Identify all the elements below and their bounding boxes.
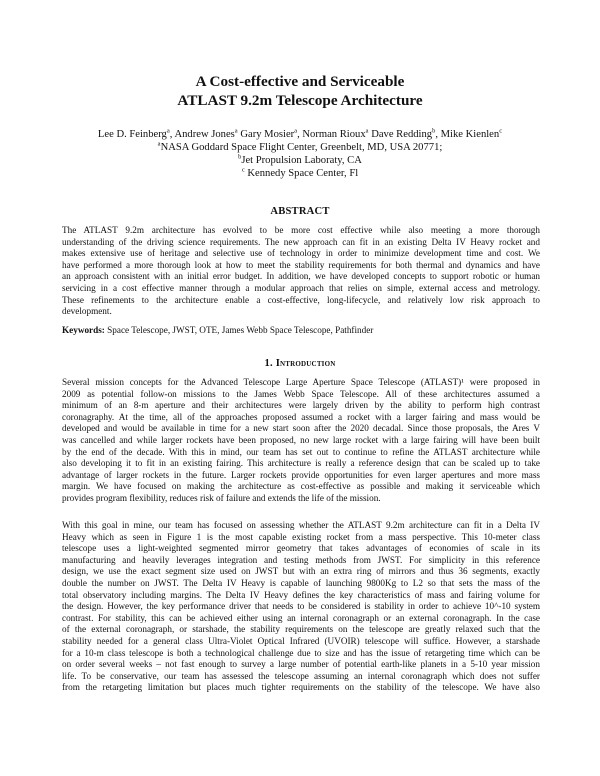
paragraph-line: design, we use the exact segment size used on JWST but with an extra ring of mirrors and thus 36 segments, exactly	[62, 566, 540, 577]
author-name: Mike Kienlen	[440, 129, 500, 140]
paragraph-line: on order several weeks – not fast enough to survey a large number of potential earth-like planets in a 5-10 year mission	[62, 659, 540, 670]
paragraph-line: also developing it to fit in an existing fairing. This architecture is really a reference design that can be scaled up to take	[62, 458, 540, 469]
keywords-label: Keywords:	[62, 325, 105, 335]
section-heading-introduction	[0, 358, 600, 369]
section-number: 1.	[264, 358, 273, 369]
intro-paragraph-1	[62, 377, 540, 505]
paragraph-line: 2009 as potential follow-on missions to the James Webb Space Telescope. All of these architectures assumed a	[62, 388, 540, 399]
paragraph-line: by the end of the decade. With this in mind, our team has set out to continue to refine the ATLAST architecture while	[62, 446, 540, 457]
paragraph-line: total observatory including margins. The Delta IV Heavy defines the key characteristics of mass and fairing volume for	[62, 589, 540, 600]
intro-paragraph-2	[62, 520, 540, 694]
author-affiliation-mark: c	[499, 127, 503, 135]
abstract-heading: ABSTRACT	[270, 206, 330, 217]
paragraph-line: from the retargeting limitation but places much tighter requirements on the stability of the telescope. We have also	[62, 682, 540, 693]
paragraph-line: telescope uses a light-weighted segmented mirror geometry that takes advantages of economies of scale in its	[62, 543, 540, 554]
paragraph-line: for a 10-m class telescope is both a technological challenge due to size and has the issue of retargeting time which can be	[62, 647, 540, 658]
abstract-line: The ATLAST 9.2m architecture has evolved to be more cost effective while also meeting a more thorough	[62, 225, 540, 235]
author-name: Andrew Jones	[174, 129, 235, 140]
author-affiliation-mark: a	[166, 127, 170, 135]
paragraph-line: developed and would be available in time for a new start soon after the 2020 decadal. Since those proposals, the Ares V	[62, 423, 540, 434]
paper-title-line-2: ATLAST 9.2m Telescope Architecture	[177, 92, 423, 109]
author-name: Norman Rioux	[302, 129, 366, 140]
paragraph-line: minimum of an 8-m aperture and their architectures were largely driven by the ability to perform high contrast	[62, 400, 540, 411]
paragraph-line: was cancelled and while larger rockets have been proposed, no new large rocket with a large fairing will have been built	[62, 434, 540, 445]
abstract-line: makes extensive use of heritage and selective use of technology in order to minimize development time and cost. We	[62, 248, 540, 259]
author-affiliation-mark: a	[365, 127, 369, 135]
paragraph-line: provides program flexibility, reduces risk of failure and extends the life of the mission.	[62, 492, 381, 503]
paragraph-line: of the external coronagraph, or starshade, the stability requirements on the telescope are greatly relaxed such that the	[62, 624, 540, 635]
keywords-text: Space Telescope, JWST, OTE, James Webb Space Telescope, Pathfinder	[107, 325, 374, 335]
author-affiliation-mark: b	[432, 127, 436, 135]
section-title: Introduction	[275, 358, 336, 369]
author-name: Dave Redding	[371, 129, 433, 140]
abstract-body	[62, 225, 540, 318]
abstract-line: understanding of the driving science requirements. The new approach can fit in an existing Delta IV Heavy rocket and	[62, 236, 540, 247]
paragraph-line: advantage of larger rockets in the future. Larger rockets provide opportunities for even larger apertures and more mass	[62, 469, 540, 480]
paragraph-line: Heavy which as seen in Figure 1 is the most capable existing rocket from a mass perspective. This 10-meter class	[62, 531, 540, 542]
paragraph-line: life. To be conservative, our team has assessed the telescope assuming an internal coronagraph which does not suffer	[62, 670, 540, 681]
paragraph-line: With this goal in mine, our team has focused on assessing whether the ATLAST 9.2m architecture can fit in a Delta IV	[62, 520, 540, 530]
abstract-line: an approach consistent with an initial error budget. In addition, we have developed concepts to support robotic or human	[62, 271, 540, 282]
paragraph-line: the design. However, the key performance driver that needs to be considered is stability in order to achieve 10^-10 system	[62, 601, 540, 612]
author-affiliation-mark: a	[234, 127, 238, 135]
abstract-line: have performed a more thorough look at how to meet the stability requirements for both thermal and dynamics and have	[62, 259, 540, 270]
paragraph-line: double the number on JWST. The Delta IV Heavy is capable of launching 9800Kg to L2 so that sets the mass of the	[62, 577, 540, 588]
paragraph-line: contrast. For stability, this can be achieved either using an internal coronagraph or an external coronagraph. In the case	[62, 612, 540, 623]
author-name: Lee D. Feinberg	[97, 129, 167, 140]
paragraph-line: manufacturing and heavily leverages integration and testing methods from JWST. For simplicity in this reference	[62, 554, 540, 565]
paragraph-line: stability needed for a general class Ultra-Violet Optical Infrared (UVOIR) telescope will suffice. However, a starshade	[62, 635, 540, 646]
paper-title-line-1: A Cost-effective and Serviceable	[195, 73, 405, 90]
affiliation-b: $^b$Jet Propulsion Laboraty, CA	[238, 153, 362, 166]
affiliation-a: $^a$NASA Goddard Space Flight Center, Greenbelt, MD, USA 20771;	[157, 140, 443, 153]
author-name: Gary Mosier	[240, 129, 295, 140]
author-affiliation-mark: a	[294, 127, 298, 135]
affiliation-c: $^c$ Kennedy Space Center, Fl	[241, 166, 359, 179]
author-list: Lee D. Feinberg$^a$, Andrew Jones$^a$ Gary Mosier$^a$, Norman Rioux$^a$ Dave Redding$^b$, Mike Kienlen$^c$	[97, 127, 503, 140]
abstract-line: These refinements to the architecture enable a cost-effective, long-lifecycle, and relatively low risk approach to	[62, 294, 540, 305]
paragraph-line: Several mission concepts for the Advanced Telescope Large Aperture Space Telescope (ATLAST)¹ were proposed in	[62, 377, 540, 387]
keywords	[62, 325, 540, 337]
paragraph-line: margin. We have focused on making the architecture as cost-effective as possible and making it serviceable which	[62, 481, 540, 492]
paragraph-line: coronagraphy. At the time, all of the approaches proposed assumed a rocket with a larger fairing and mass would be	[62, 411, 540, 422]
abstract-line: servicing in a cost effective manner through a modular approach that relies on simple, external access and metrology.	[62, 282, 540, 293]
abstract-line: development.	[62, 306, 112, 317]
